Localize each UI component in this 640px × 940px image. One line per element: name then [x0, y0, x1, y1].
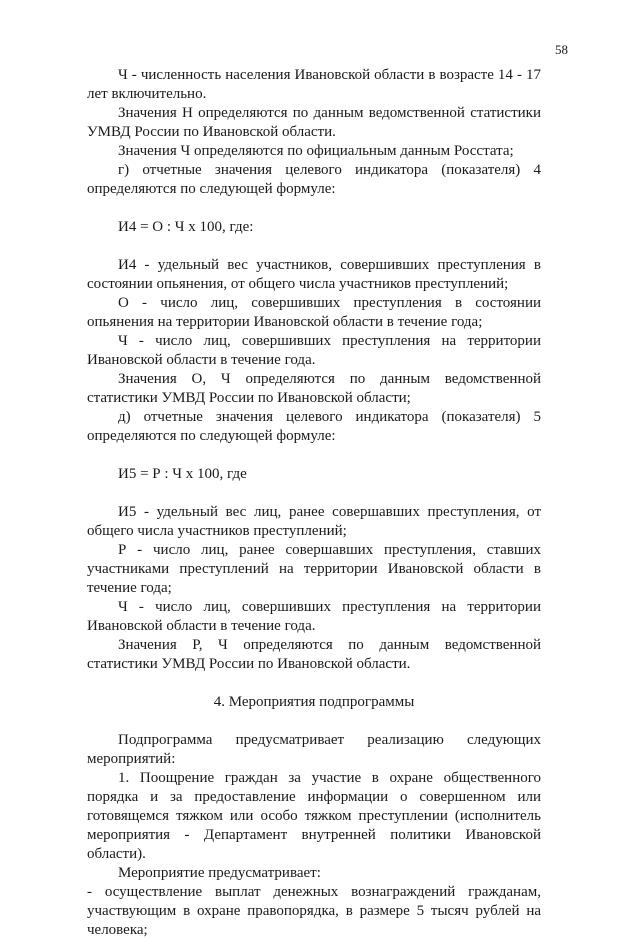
section-heading: 4. Мероприятия подпрограммы [213, 694, 415, 710]
paragraph: Значения Р, Ч определяются по данным ведомственной статистики УМВД России по Ивановской области. [87, 637, 541, 672]
paragraph: Ч - численность населения Ивановской области в возрасте 14 - 17 лет включительно. [87, 67, 541, 102]
paragraph: Значения Н определяются по данным ведомственной статистики УМВД России по Ивановской области. [87, 105, 541, 140]
paragraph: И5 - удельный вес лиц, ранее совершавших преступления, от общего числа участников преступлений; [87, 504, 541, 539]
spacer [87, 446, 541, 465]
paragraph: О - число лиц, совершивших преступления в состоянии опьянения на территории Ивановской области в течение года; [87, 295, 541, 330]
paragraph: Ч - число лиц, совершивших преступления на территории Ивановской области в течение года. [87, 333, 541, 368]
paragraph: Ч - число лиц, совершивших преступления на территории Ивановской области в течение года. [87, 599, 541, 634]
spacer [87, 237, 541, 256]
paragraph: Р - число лиц, ранее совершавших преступления, ставших участниками преступлений на территории Ивановской области в течение года; [87, 542, 541, 596]
paragraph: Мероприятие предусматривает: [118, 865, 321, 881]
spacer [87, 674, 541, 693]
page-number: 58 [555, 42, 568, 57]
paragraph: Подпрограмма предусматривает реализацию следующих мероприятий: [87, 732, 541, 767]
paragraph: Значения О, Ч определяются по данным ведомственной статистики УМВД России по Ивановской области; [87, 371, 541, 406]
document-body [87, 66, 541, 940]
paragraph: Значения Ч определяются по официальным данным Росстата; [118, 143, 514, 159]
spacer [87, 484, 541, 503]
paragraph: д) отчетные значения целевого индикатора (показателя) 5 определяются по следующей формуле: [87, 409, 541, 444]
formula: И5 = Р : Ч х 100, где [118, 466, 247, 482]
paragraph: И4 - удельный вес участников, совершивших преступления в состоянии опьянения, от общего числа участников преступлений; [87, 257, 541, 292]
paragraph: 1. Поощрение граждан за участие в охране общественного порядка и за предоставление информации о совершенном или готовящемся тяжком или особо тяжком преступлении (исполнитель мероприятия - Департамент внутренней политики Ивановской области). [87, 770, 541, 862]
spacer [87, 199, 541, 218]
formula: И4 = О : Ч х 100, где: [118, 219, 254, 235]
list-item: - осуществление выплат денежных вознаграждений гражданам, участвующим в охране правопорядка, в размере 5 тысяч рублей на человека; [87, 884, 541, 938]
paragraph: г) отчетные значения целевого индикатора (показателя) 4 определяются по следующей формуле: [87, 162, 541, 197]
spacer [87, 712, 541, 731]
